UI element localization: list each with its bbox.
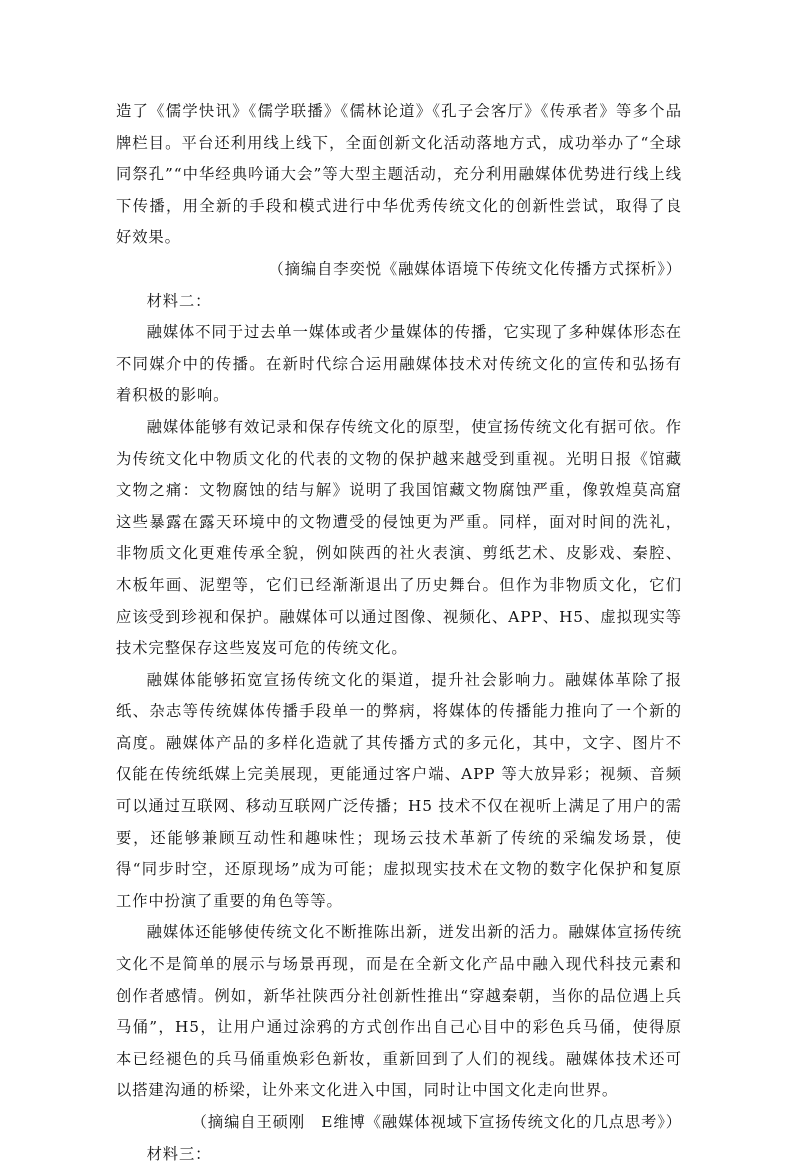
paragraph-intro: 融媒体不同于过去单一媒体或者少量媒体的传播，它实现了多种媒体形态在不同媒介中的传播。在新时代综合运用融媒体技术对传统文化的宣传和弘扬有着积极的影响。 [116,323,682,405]
section-heading-material-3: 材料三： [146,1144,212,1163]
source-citation-1: （摘编自李奕悦《融媒体语境下传统文化传播方式探析》） [268,259,682,278]
paragraph-preservation: 融媒体能够有效记录和保存传统文化的原型，使宣扬传统文化有据可依。作为传统文化中物质文化的代表的文物的保护越来越受到重视。光明日报《馆藏文物之痛：文物腐蚀的结与解》说明了我国馆藏文物腐蚀严重，像敦煌莫高窟这些暴露在露天环境中的文物遭受的侵蚀更为严重。同样，面对时间的洗礼，非物质文化更难传承全貌，例如陕西的社火表演、剪纸艺术、皮影戏、秦腔、木板年画、泥塑等，它们已经渐渐退出了历史舞台。但作为非物质文化，它们应该受到珍视和保护。融媒体可以通过图像、视频化、APP、H5、虚拟现实等技术完整保存这些岌岌可危的传统文化。 [116,417,682,658]
paragraph-continuation: 造了《儒学快讯》《儒学联播》《儒林论道》《孔子会客厅》《传承者》等多个品牌栏目。平台还利用线上线下，全面创新文化活动落地方式，成功举办了“全球同祭孔”“中华经典吟诵大会”等大型主题活动，充分利用融媒体优势进行线上线下传播，用全新的手段和模式进行中华优秀传统文化的创新性尝试，取得了良好效果。 [116,102,682,247]
source-citation-2: （摘编自王硕刚 E维博《融媒体视域下宣扬传统文化的几点思考》） [191,1113,682,1131]
section-heading-material-2: 材料二： [146,291,212,310]
document-page [116,96,682,1170]
paragraph-innovation: 融媒体还能够使传统文化不断推陈出新，迸发出新的活力。融媒体宣扬传统文化不是简单的展示与场景再现，而是在全新文化产品中融入现代科技元素和创作者感情。例如，新华社陕西分社创新性推出“穿越秦朝，当你的品位遇上兵马俑”，H5，让用户通过涂鸦的方式创作出自己心目中的彩色兵马俑，使得原本已经褪色的兵马俑重焕彩色新妆，重新回到了人们的视线。融媒体技术还可以搭建沟通的桥梁，让外来文化进入中国，同时让中国文化走向世界。 [116,923,682,1100]
paragraph-channels: 融媒体能够拓宽宣扬传统文化的渠道，提升社会影响力。融媒体革除了报纸、杂志等传统媒体传播手段单一的弊病，将媒体的传播能力推向了一个新的高度。融媒体产品的多样化造就了其传播方式的多元化，其中，文字、图片不仅能在传统纸媒上完美展现，更能通过客户端、APP 等大放异彩；视频、音频可以通过互联网、移动互联网广泛传播；H5 技术不仅在视听上满足了用户的需要，还能够兼顾互动性和趣味性；现场云技术革新了传统的采编发场景，使得“同步时空，还原现场”成为可能；虚拟现实技术在文物的数字化保护和复原工作中扮演了重要的角色等等。 [116,670,682,910]
